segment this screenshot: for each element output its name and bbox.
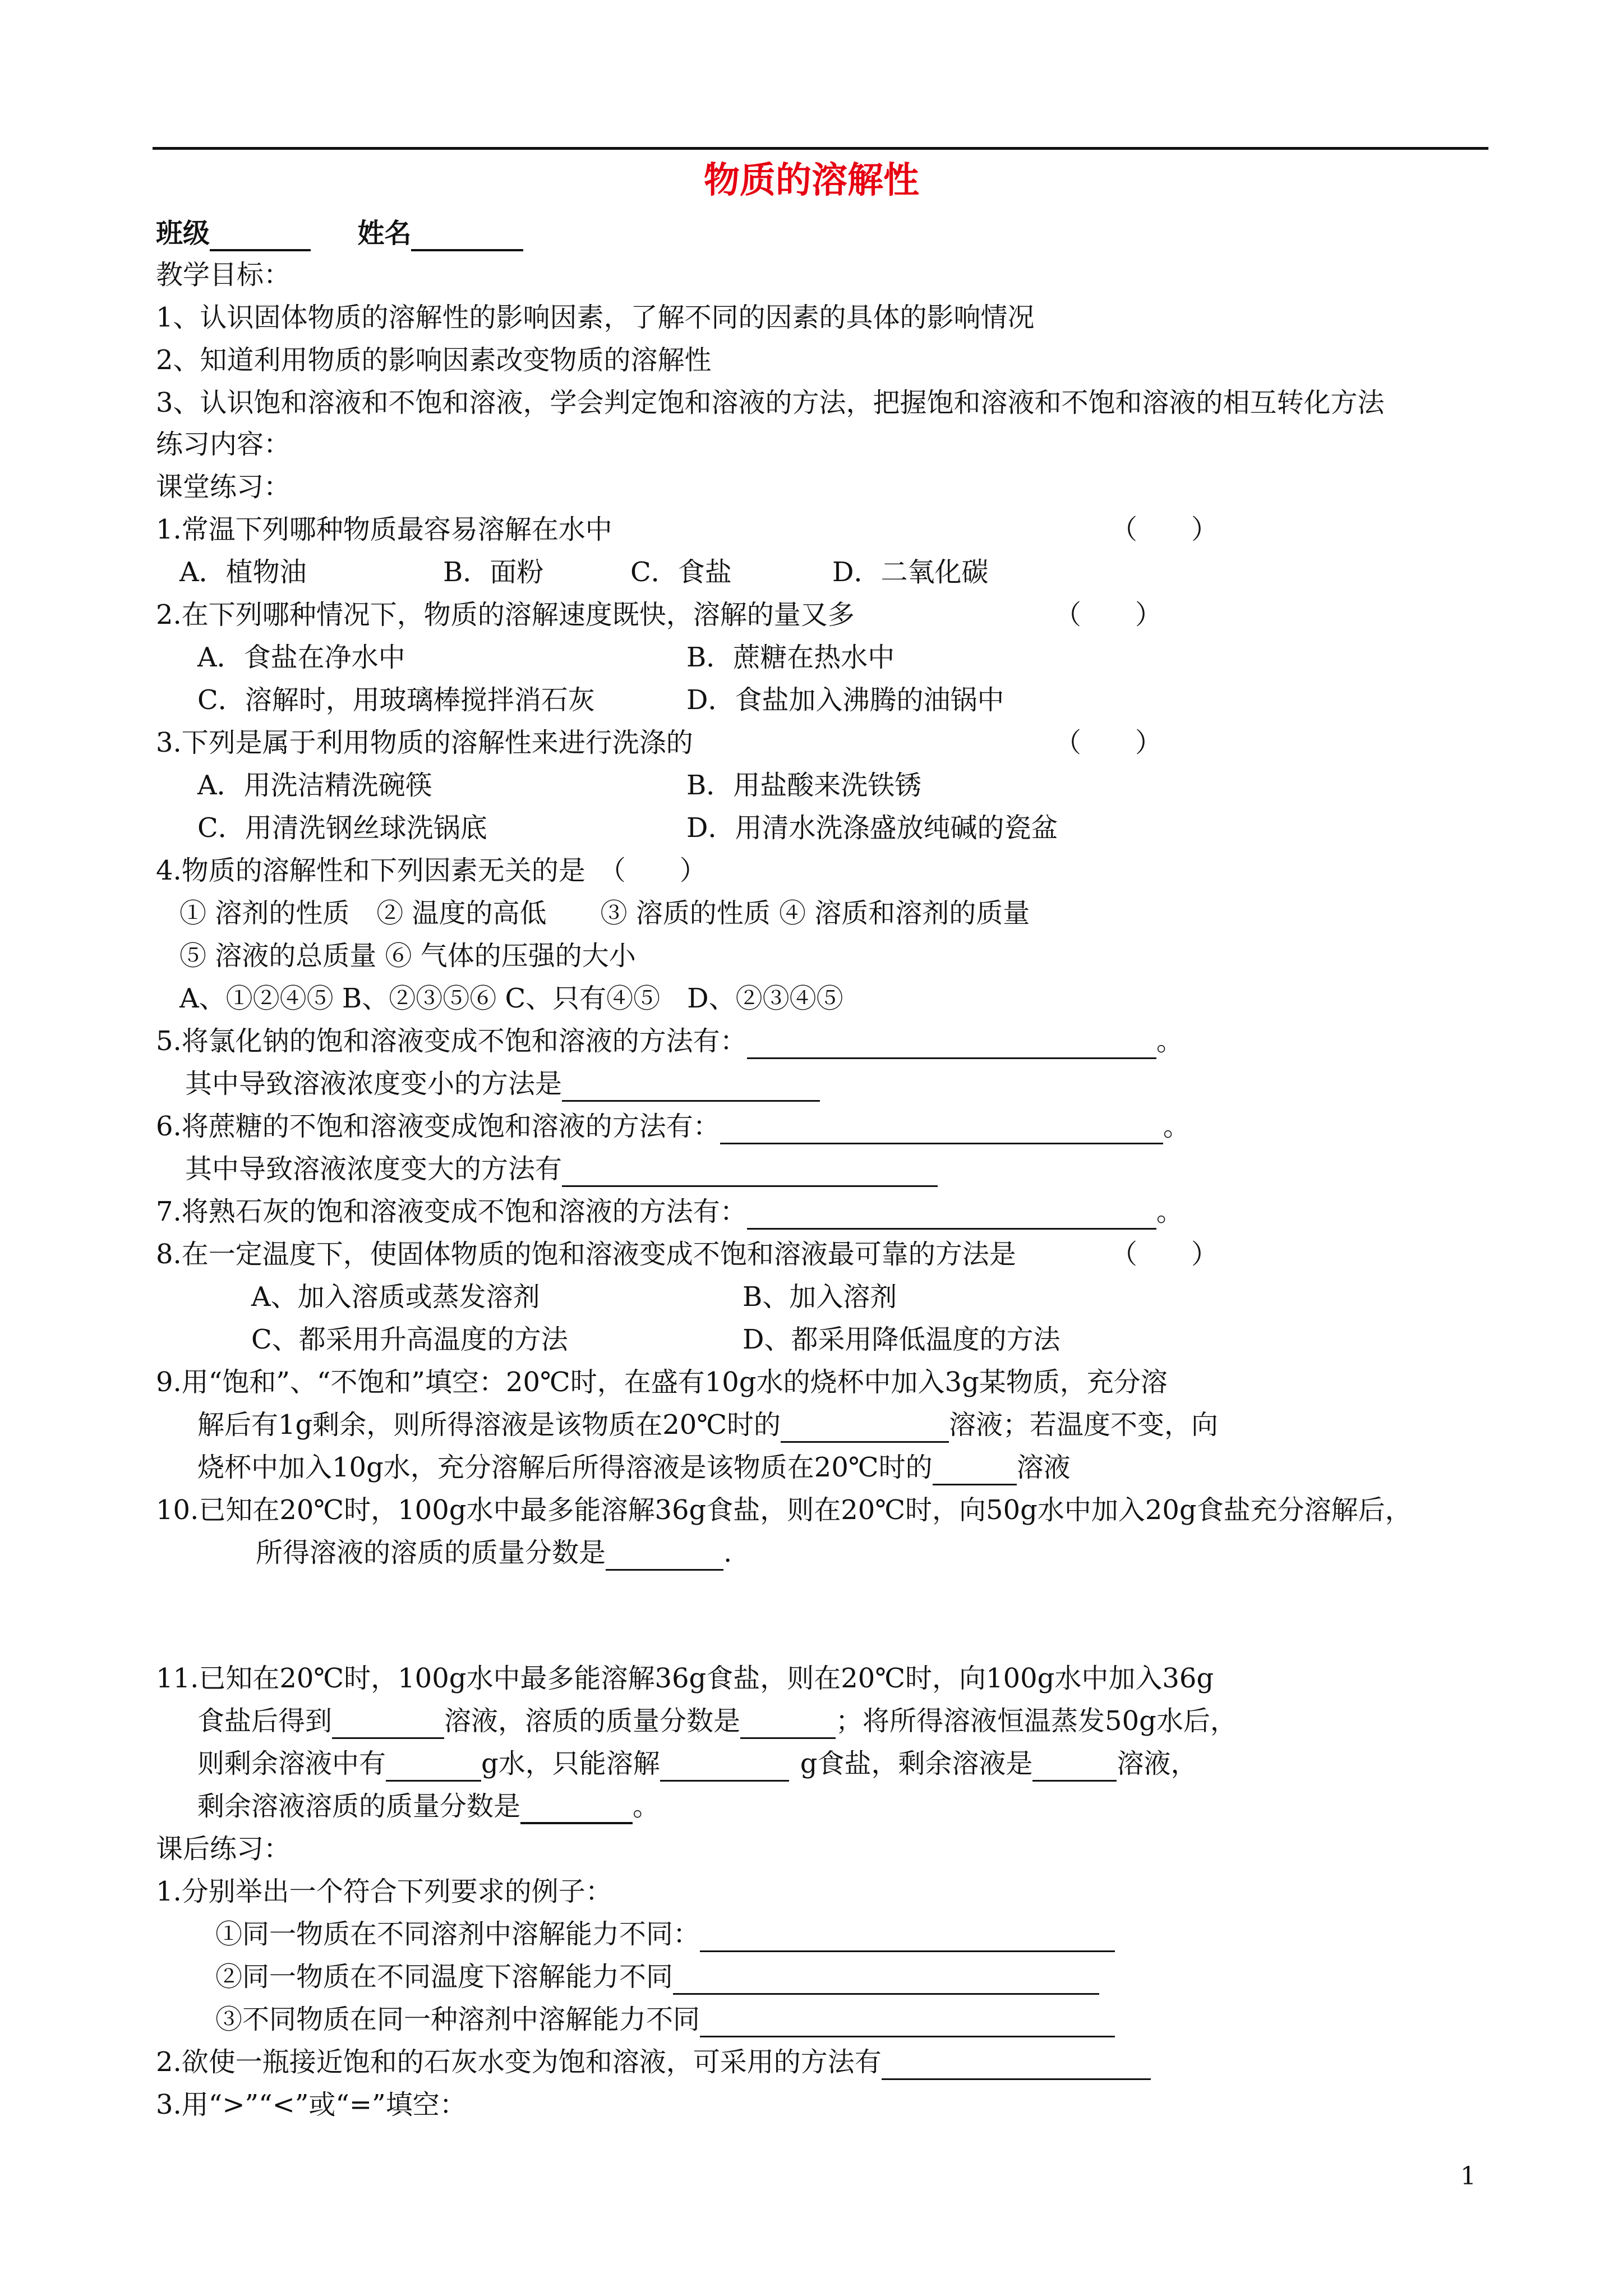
homework-1-stem: 1.分别举出一个符合下列要求的例子： (156, 1876, 612, 1907)
option-a: A．用洗洁精洗碗筷 (197, 770, 432, 801)
period: 。 (1156, 1025, 1183, 1057)
option-c: C．溶解时，用玻璃棒搅拌消石灰 (197, 684, 595, 716)
question-11-line-4 (197, 1788, 660, 1824)
objective-item: 3、认识饱和溶液和不饱和溶液，学会判定饱和溶液的方法，把握饱和溶液和不饱和溶液的相互转化方法 (156, 387, 1385, 418)
question-6-line (156, 1108, 1190, 1144)
answer-blank[interactable] (882, 2049, 1151, 2080)
after-class-heading: 课后练习： (156, 1833, 291, 1865)
option-b: B．面粉 (443, 556, 544, 588)
page-title: 物质的溶解性 (704, 159, 919, 201)
factor-line: ⑤ 溶液的总质量 ⑥ 气体的压强的大小 (179, 940, 636, 972)
text: ①同一物质在不同溶剂中溶解能力不同： (215, 1918, 700, 1950)
answer-blank[interactable] (520, 1793, 633, 1824)
question-7-stem: 7.将熟石灰的饱和溶液变成不饱和溶液的方法有： (156, 1196, 747, 1227)
answer-blank[interactable] (562, 1071, 820, 1102)
answer-blank[interactable] (386, 1751, 481, 1782)
answer-paren[interactable]: （ ） (1054, 599, 1163, 631)
answer-blank[interactable] (660, 1751, 789, 1782)
header-rule (153, 147, 1488, 150)
answer-blank[interactable] (562, 1156, 938, 1187)
homework-1-item-1 (215, 1916, 1115, 1952)
period: 。 (1163, 1111, 1190, 1142)
question-3-stem: 3.下列是属于利用物质的溶解性来进行洗涤的 (156, 727, 693, 758)
answer-blank[interactable] (606, 1540, 723, 1571)
answer-paren[interactable]: （ ） (1110, 514, 1219, 545)
question-9-line-3 (197, 1450, 1071, 1485)
answer-blank[interactable] (933, 1455, 1017, 1485)
question-6-sub-label: 其中导致溶液浓度变大的方法有 (185, 1153, 562, 1185)
question-8-stem: 8.在一定温度下，使固体物质的饱和溶液变成不饱和溶液最可靠的方法是 (156, 1239, 1016, 1270)
option-a: A．植物油 (179, 556, 307, 588)
answer-blank[interactable] (1032, 1751, 1117, 1782)
option-b: B．用盐酸来洗铁锈 (686, 770, 922, 801)
question-5-sub-label: 其中导致溶液浓度变小的方法是 (185, 1068, 562, 1099)
answer-blank[interactable] (781, 1412, 949, 1443)
period: 。 (1156, 1196, 1183, 1227)
option-b: B、加入溶剂 (743, 1281, 897, 1313)
question-5-line (156, 1023, 1183, 1059)
answer-blank[interactable] (747, 1199, 1156, 1230)
question-10-line-1: 10.已知在20℃时，100g水中最多能溶解36g食盐，则在20℃时，向50g水中加入20g食盐充分溶解后， (156, 1494, 1412, 1526)
question-6-sub (185, 1151, 938, 1187)
option-c: C、都采用升高温度的方法 (251, 1324, 568, 1355)
text: 解后有1g剩余，则所得溶液是该物质在20℃时的 (197, 1409, 781, 1441)
question-7-line (156, 1194, 1183, 1230)
question-9-line-2 (197, 1407, 1218, 1443)
answer-blank[interactable] (700, 2007, 1115, 2037)
question-6-stem: 6.将蔗糖的不饱和溶液变成饱和溶液的方法有： (156, 1111, 720, 1142)
question-11-line-1: 11.已知在20℃时，100g水中最多能溶解36g食盐，则在20℃时，向100g水中加入36g (156, 1663, 1214, 1694)
homework-3-stem: 3.用“>”“<”或“=”填空： (156, 2089, 467, 2120)
homework-2-stem: 2.欲使一瓶接近饱和的石灰水变为饱和溶液，可采用的方法有 (156, 2046, 882, 2078)
class-label: 班级 (156, 218, 210, 249)
name-blank[interactable] (411, 220, 523, 251)
answer-paren[interactable]: （ ） (1054, 727, 1163, 758)
text: 溶液 (1016, 1452, 1071, 1483)
text: g食盐，剩余溶液是 (800, 1748, 1033, 1779)
homework-1-item-2 (215, 1959, 1099, 1995)
homework-2-line (156, 2044, 1151, 2080)
answer-blank[interactable] (740, 1708, 836, 1739)
answer-blank[interactable] (747, 1028, 1156, 1059)
answer-paren[interactable]: （ ） (1110, 1239, 1219, 1270)
text: 所得溶液的溶质的质量分数是 (256, 1537, 606, 1568)
question-2-stem: 2.在下列哪种情况下，物质的溶解速度既快，溶解的量又多 (156, 599, 855, 631)
question-5-sub (185, 1066, 820, 1102)
option-a: A、加入溶质或蒸发溶剂 (251, 1281, 540, 1313)
answer-blank[interactable] (332, 1708, 444, 1739)
text: 溶液；若温度不变，向 (949, 1409, 1219, 1441)
class-practice-heading: 课堂练习： (156, 471, 291, 503)
option-c: C．用清洗钢丝球洗锅底 (197, 812, 487, 844)
text: 溶液，溶质的质量分数是 (444, 1705, 741, 1737)
answer-blank[interactable] (720, 1114, 1163, 1144)
option-d: D．食盐加入沸腾的油锅中 (686, 684, 1004, 716)
option-d: D、都采用降低温度的方法 (743, 1324, 1061, 1355)
page-number: 1 (1460, 2162, 1476, 2191)
question-10-line-2 (256, 1535, 732, 1571)
text: g水，只能溶解 (481, 1748, 660, 1779)
class-blank[interactable] (210, 220, 311, 251)
factor-line: ① 溶剂的性质 ② 温度的高低 ③ 溶质的性质 ④ 溶质和溶剂的质量 (179, 898, 1030, 929)
practice-heading: 练习内容： (156, 429, 291, 460)
option-c: C．食盐 (630, 556, 732, 588)
question-11-line-2 (197, 1703, 1237, 1739)
homework-1-item-3 (215, 2001, 1115, 2037)
name-label: 姓名 (357, 218, 412, 249)
objective-item: 2、知道利用物质的影响因素改变物质的溶解性 (156, 344, 712, 376)
option-d: D．二氧化碳 (832, 556, 989, 588)
text: ②同一物质在不同温度下溶解能力不同 (215, 1961, 674, 1993)
answer-blank[interactable] (700, 1921, 1115, 1952)
question-1-stem: 1.常温下列哪种物质最容易溶解在水中 (156, 514, 612, 545)
text: 剩余溶液溶质的质量分数是 (197, 1791, 521, 1822)
text: 则剩余溶液中有 (197, 1748, 386, 1779)
options-line: A、①②④⑤ B、②③⑤⑥ C、只有④⑤ D、②③④⑤ (179, 983, 843, 1014)
question-5-stem: 5.将氯化钠的饱和溶液变成不饱和溶液的方法有： (156, 1025, 747, 1057)
question-9-line-1: 9.用“饱和”、“不饱和”填空：20℃时，在盛有10g水的烧杯中加入3g某物质，充分溶 (156, 1366, 1168, 1398)
text: ；将所得溶液恒温蒸发50g水后， (836, 1705, 1237, 1737)
text: 。 (633, 1791, 660, 1822)
text: 食盐后得到 (197, 1705, 333, 1737)
text: ③不同物质在同一种溶剂中溶解能力不同 (215, 2004, 700, 2035)
answer-blank[interactable] (673, 1964, 1099, 1995)
objective-item: 1、认识固体物质的溶解性的影响因素，了解不同的因素的具体的影响情况 (156, 302, 1035, 333)
question-11-line-3 (197, 1746, 1198, 1782)
text: 烧杯中加入10g水，充分溶解后所得溶液是该物质在20℃时的 (197, 1452, 933, 1483)
text: 溶液， (1117, 1748, 1198, 1779)
option-d: D．用清水洗涤盛放纯碱的瓷盆 (686, 812, 1058, 844)
question-4-stem: 4.物质的溶解性和下列因素无关的是 （ ） (156, 855, 707, 886)
text: . (723, 1537, 732, 1568)
class-name-line (156, 215, 523, 251)
objectives-heading: 教学目标： (156, 259, 291, 291)
option-a: A．食盐在净水中 (197, 642, 405, 673)
option-b: B．蔗糖在热水中 (686, 642, 895, 673)
